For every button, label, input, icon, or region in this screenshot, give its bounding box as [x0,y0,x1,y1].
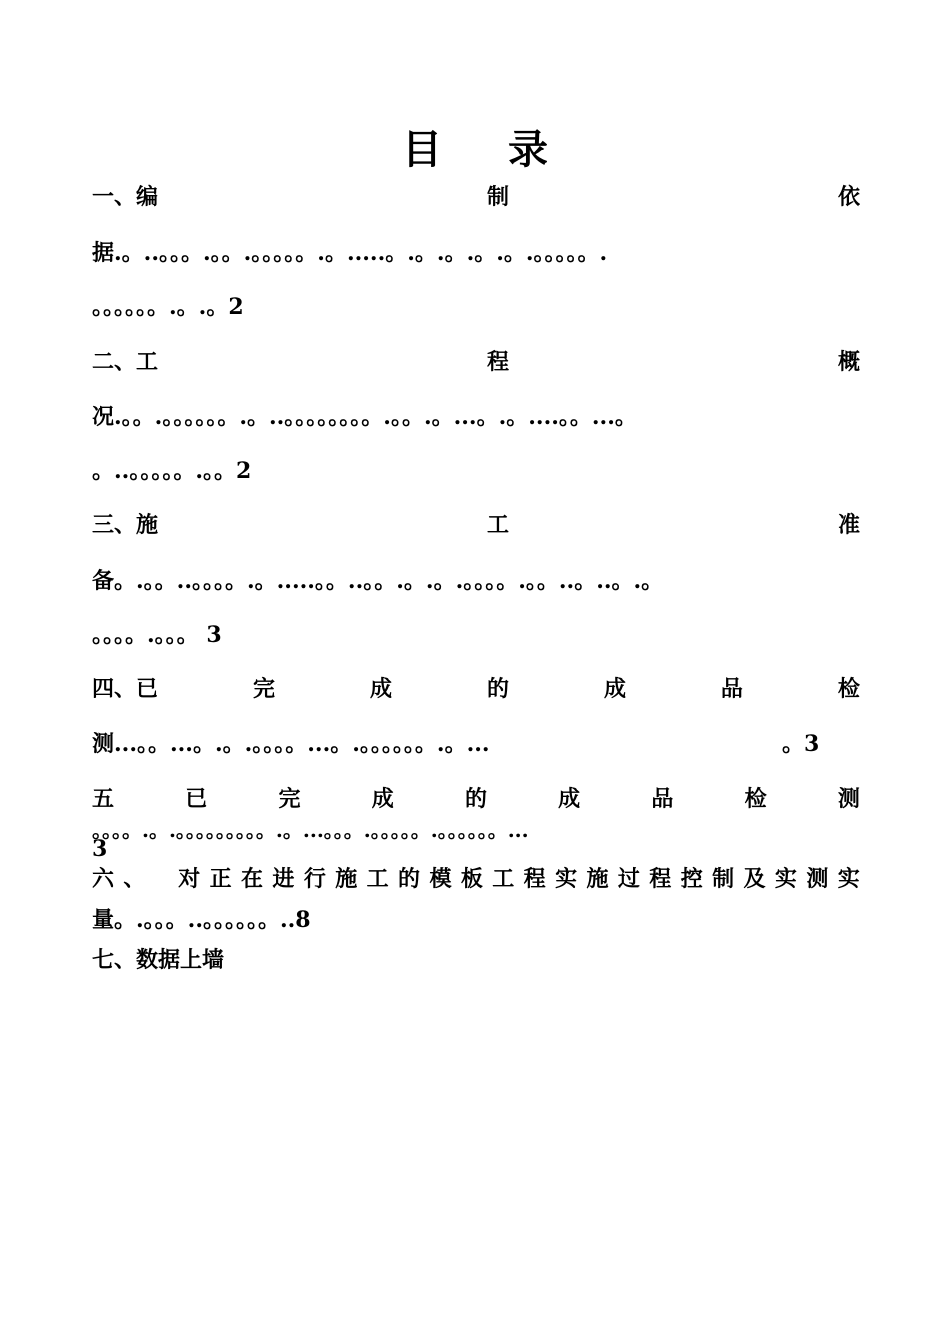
toc-entry-6-line-1[interactable] [92,862,860,893]
toc-word: 一、编 [92,184,159,210]
toc-word: 二、工 [92,349,159,375]
toc-word: 成 [603,676,626,702]
toc-word: 三、施 [92,512,159,538]
toc-entry-6-line-2[interactable]: 量。.。。。..。。。。。。..8 [92,907,311,933]
toc-word: 工 [492,866,515,892]
toc-word: 工 [486,512,509,538]
toc-word: 对 [178,866,201,892]
toc-entry-4-page-number[interactable]: 。3 [782,731,820,757]
toc-word: 依 [837,184,860,210]
toc-word: 完 [252,676,275,702]
toc-entry-3-line-3[interactable]: 。。。。.。。。 3 [92,622,222,648]
toc-word: 板 [460,866,483,892]
toc-gap [155,862,169,893]
toc-word: 四、已 [92,676,159,702]
toc-word: 品 [651,786,674,812]
toc-word: 的 [398,866,421,892]
toc-word: 成 [369,676,392,702]
toc-word: 准 [837,512,860,538]
toc-entry-5-line-2[interactable]: 。。。。.。.。。。。。。。。。.。...。。。.。。。。。.。。。。。。... [92,818,529,842]
toc-entry-3-line-1[interactable] [92,508,860,539]
toc-entry-3-line-2[interactable]: 备。.。。..。。。。.。.....。。..。。.。.。.。。。。.。。..。..。.。 [92,568,664,594]
toc-word: 的 [464,786,487,812]
toc-entry-7[interactable]: 七、数据上墙 [92,947,225,973]
toc-word: 及 [743,866,766,892]
document-title: 目 录 [402,126,574,173]
toc-word: 检 [837,676,860,702]
toc-entry-1-line-1[interactable] [92,180,860,211]
toc-entry-5-page-number[interactable]: 3 [92,836,108,862]
toc-word: 进 [272,866,295,892]
toc-word: 制 [712,866,735,892]
toc-word: 六 [92,866,115,892]
toc-word: 程 [649,866,672,892]
toc-entry-4-line-2[interactable]: 测...。。...。.。.。。。。...。.。。。。。。.。... [92,731,490,757]
toc-word: 制 [486,184,509,210]
toc-entry-2-line-3[interactable]: 。..。。。。。.。。2 [92,458,252,484]
toc-word: 五 [92,786,115,812]
toc-word: 成 [558,786,581,812]
toc-word: 品 [720,676,743,702]
toc-word: 程 [523,866,546,892]
toc-word: 测 [837,786,860,812]
toc-word: 施 [586,866,609,892]
toc-entry-1-line-3[interactable]: 。。。。。。.。.。2 [92,294,244,320]
toc-word: 的 [486,676,509,702]
toc-entry-5-line-1[interactable] [92,782,860,813]
toc-word: 测 [806,866,829,892]
toc-entry-4-line-1[interactable] [92,672,860,703]
toc-word: 成 [371,786,394,812]
toc-word: 施 [335,866,358,892]
toc-word: 控 [680,866,703,892]
toc-word: 检 [744,786,767,812]
toc-word: 实 [837,866,860,892]
toc-word: 行 [303,866,326,892]
toc-word: 工 [366,866,389,892]
toc-word: 在 [241,866,264,892]
toc-word: 过 [617,866,640,892]
toc-word: 程 [486,349,509,375]
toc-word: 、 [123,866,146,892]
toc-entry-2-line-1[interactable] [92,345,860,376]
toc-word: 已 [185,786,208,812]
toc-word: 模 [429,866,452,892]
toc-word: 实 [774,866,797,892]
toc-entry-1-line-2[interactable]: 据.。..。。。.。。.。。。。。.。.....。.。.。.。.。.。。。。。. [92,240,608,266]
toc-entry-2-line-2[interactable]: 况.。。.。。。。。。.。..。。。。。。。。.。。.。...。.。....。。...。 [92,404,637,430]
toc-word: 正 [209,866,232,892]
toc-word: 完 [278,786,301,812]
toc-word: 实 [555,866,578,892]
toc-word: 概 [837,349,860,375]
